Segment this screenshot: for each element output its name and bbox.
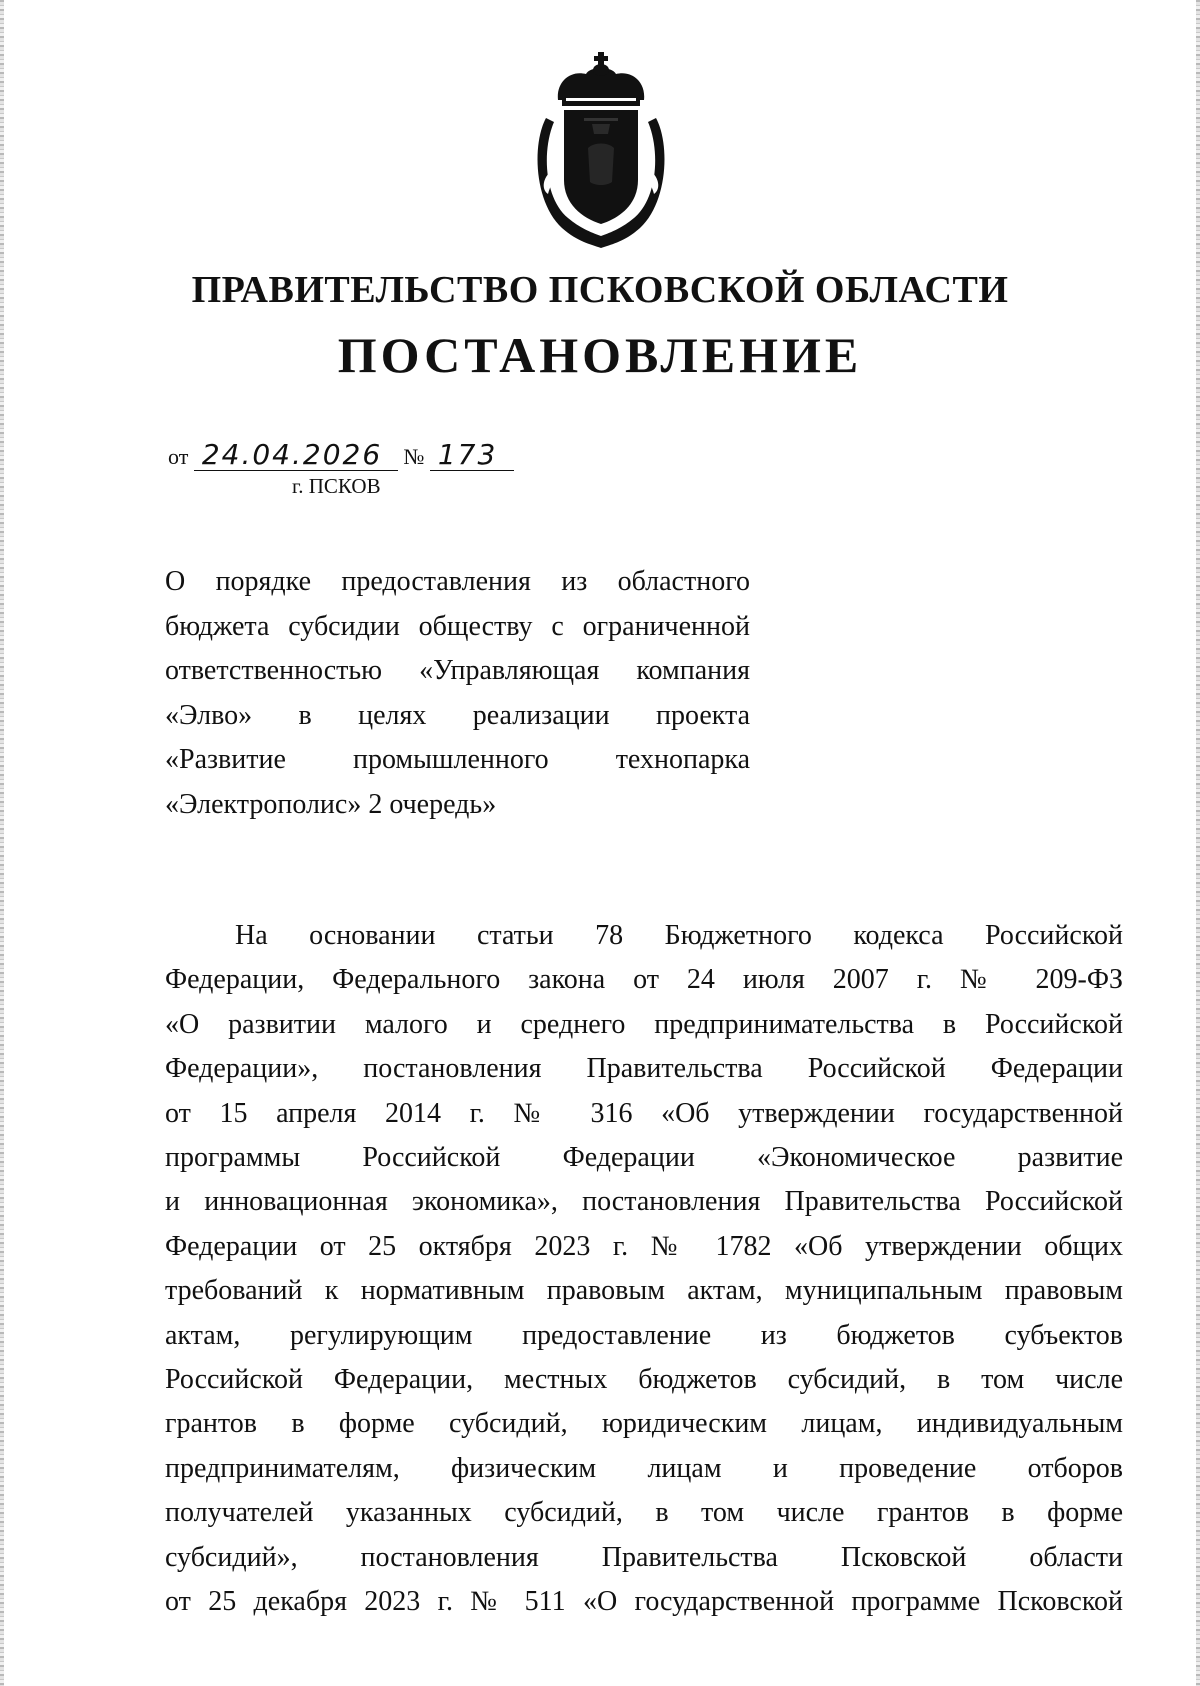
body-line: требований к нормативным правовым актам, муниципальным правовым — [165, 1275, 1123, 1307]
body-line: предпринимателям, физическим лицам и проведение отборов — [165, 1452, 1123, 1484]
from-label: от — [168, 444, 189, 469]
body-line: получателей указанных субсидий, в том числе грантов в форме — [165, 1497, 1123, 1529]
document-subject — [165, 560, 750, 827]
body-line: от 15 апреля 2014 г. № 316 «Об утверждении государственной — [165, 1097, 1123, 1129]
subject-line: О порядке предоставления из областного — [165, 566, 750, 597]
scan-edge-right — [1196, 0, 1200, 1686]
preamble-paragraph — [165, 914, 1123, 1625]
body-line: Федерации, Федерального закона от 24 июля 2007 г. № 209-ФЗ — [165, 964, 1123, 996]
subject-line: «Электрополис» 2 очередь» — [165, 788, 497, 820]
body-line: грантов в форме субсидий, юридическим лицам, индивидуальным — [165, 1408, 1123, 1440]
body-line: актам, регулирующим предоставление из бюджетов субъектов — [165, 1319, 1123, 1351]
subject-line: ответственностью «Управляющая компания — [165, 655, 750, 686]
body-line: Федерации», постановления Правительства Российской Федерации — [165, 1053, 1123, 1085]
body-line: «О развитии малого и среднего предпринимательства в Российской — [165, 1008, 1123, 1040]
subject-line: «Элво» в целях реализации проекта — [165, 699, 750, 731]
body-line: и инновационная экономика», постановления Правительства Российской — [165, 1186, 1123, 1218]
number-label: № — [403, 444, 425, 469]
body-line: субсидий», постановления Правительства Псковской области — [165, 1541, 1123, 1573]
subject-line: бюджета субсидии обществу с ограниченной — [165, 610, 750, 642]
body-line: Федерации от 25 октября 2023 г. № 1782 «Об утверждении общих — [165, 1230, 1123, 1262]
body-line: от 25 декабря 2023 г. № 511 «О государственной программе Псковской — [165, 1586, 1123, 1618]
scan-edge-left — [0, 0, 4, 1686]
body-line: программы Российской Федерации «Экономическое развитие — [165, 1142, 1123, 1174]
document-type-title: ПОСТАНОВЛЕНИЕ — [337, 327, 863, 383]
city-label: г. ПСКОВ — [292, 474, 381, 498]
coat-of-arms-emblem — [528, 52, 674, 248]
subject-line: «Развитие промышленного технопарка — [165, 744, 750, 775]
body-line: Российской Федерации, местных бюджетов субсидий, в том числе — [165, 1364, 1123, 1396]
registration-line — [168, 440, 514, 471]
body-line: На основании статьи 78 Бюджетного кодекса Российской — [235, 920, 1123, 951]
handwritten-number: 173 — [430, 440, 514, 471]
handwritten-date: 24.04.2026 — [194, 440, 398, 471]
government-title: ПРАВИТЕЛЬСТВО ПСКОВСКОЙ ОБЛАСТИ — [191, 269, 1009, 311]
